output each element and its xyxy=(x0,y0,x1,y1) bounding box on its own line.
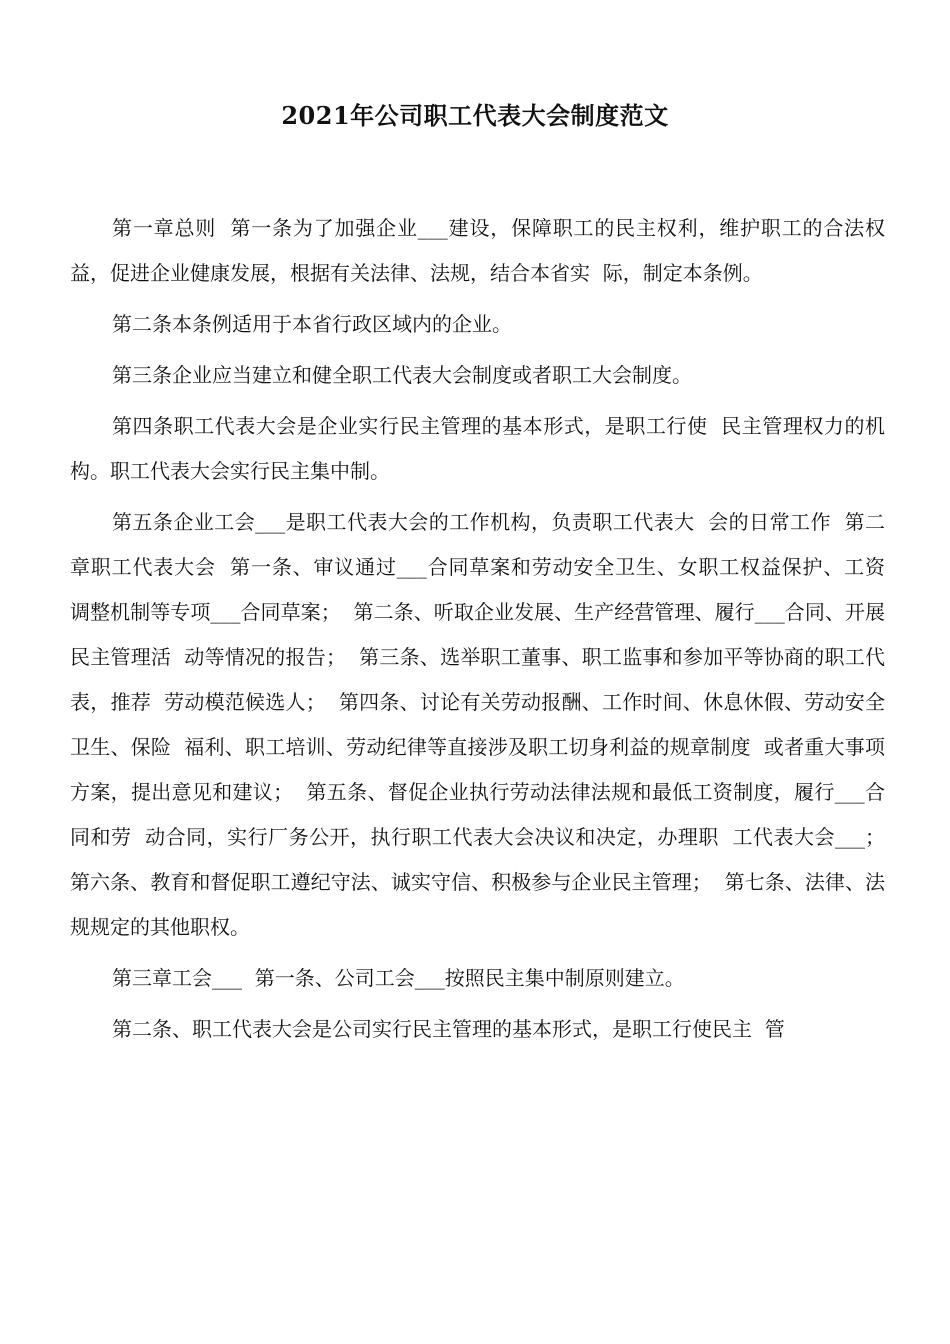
paragraph-article-4: 第四条职工代表大会是企业实行民主管理的基本形式，是职工行使 民主管理权力的机构。职工代表大会实行民主集中制。 xyxy=(70,414,885,483)
document-title: 2021年公司职工代表大会制度范文 xyxy=(281,101,669,130)
paragraph-article-3: 第三条企业应当建立和健全职工代表大会制度或者职工大会制度。 xyxy=(112,363,692,387)
paragraph-chapter-3-article-2: 第二条、职工代表大会是公司实行民主管理的基本形式，是职工行使民主 管 xyxy=(112,1017,785,1041)
paragraph-article-5-chapter-2: 第五条企业工会___是职工代表大会的工作机构，负责职工代表大 会的日常工作 第二章职工代表大会 第一条、审议通过___合同草案和劳动安全卫生、女职工权益保护、工资 调整机制等专项___合同草案； 第二条、听取企业发展、生产经营管理、履行___合同、开展民主管理活 动等情况的报告； 第三条、选举职工董事、职工监事和参加平等协商的职工代表，推荐 劳动模范候选人； 第四条、讨论有关劳动报酬、工作时间、休息休假、劳动安全卫生、保险 福利、职工培训、劳动纪律等直接涉及职工切身利益的规章制度 或者重大事项方案，提出意见和建议； 第五条、督促企业执行劳动法律法规和最低工资制度，履行___合同和劳 动合同，实行厂务公开，执行职工代表大会决议和决定，办理职 工代表大会___； 第六条、教育和督促职工遵纪守法、诚实守信、积极参与企业民主管理； 第七条、法律、法规规定的其他职权。 xyxy=(70,510,898,939)
document-body xyxy=(70,206,898,1058)
paragraph-chapter-1-article-1: 第一章总则 第一条为了加强企业___建设，保障职工的民主权利，维护职工的合法权益，促进企业健康发展，根据有关法律、法规，结合本省实 际，制定本条例。 xyxy=(70,216,885,285)
paragraph-chapter-3: 第三章工会___ 第一条、公司工会___按照民主集中制原则建立。 xyxy=(112,966,685,990)
paragraph-article-2: 第二条本条例适用于本省行政区域内的企业。 xyxy=(112,312,512,336)
